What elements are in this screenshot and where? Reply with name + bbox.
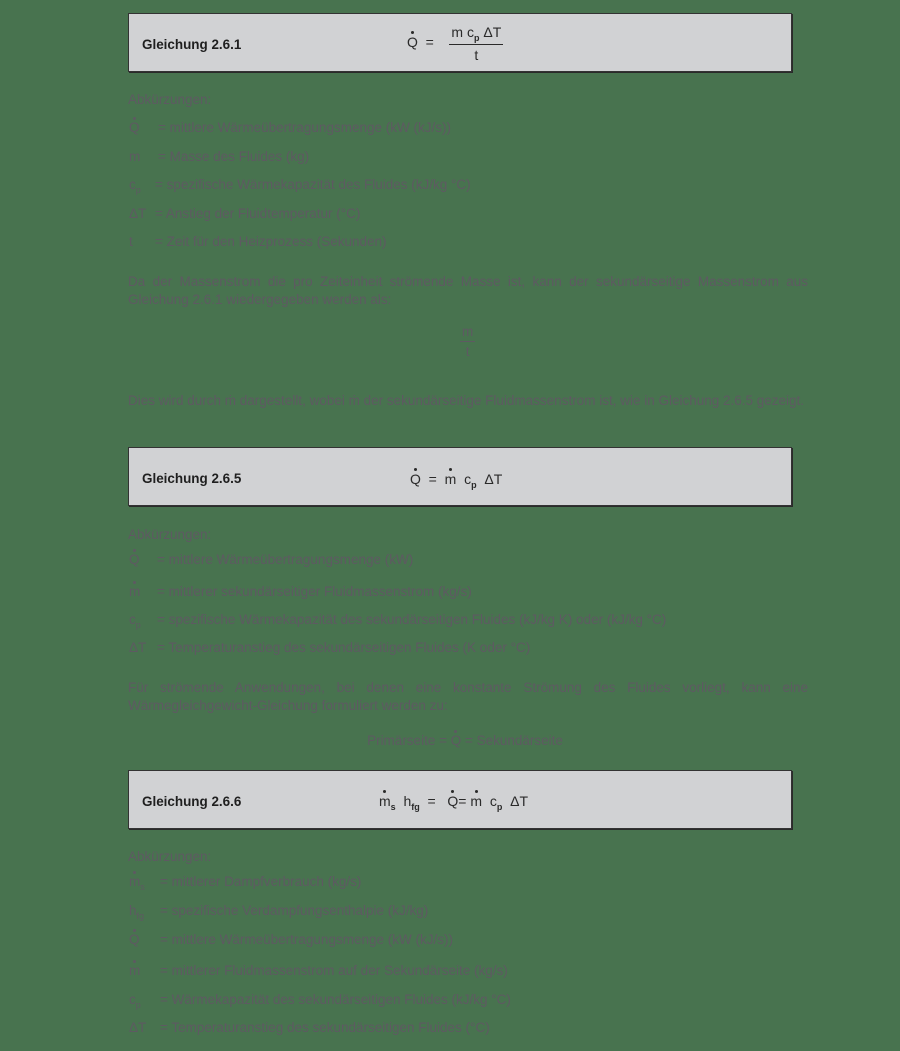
delta-t-symbol: ΔT [484,471,503,487]
q-dot-symbol: Q [450,733,462,748]
mass-flow-fraction [460,324,475,359]
abbreviations-heading: Abkürzungen: [128,92,212,107]
p-subscript: p [496,802,503,812]
denominator: t [474,47,479,63]
p-subscript: p [473,33,480,43]
cp-symbol [129,177,141,195]
m-dot-symbol: m [129,963,141,978]
q-dot-symbol: Q [447,793,459,809]
s-subscript: s [390,802,396,812]
q-dot-symbol: Q [410,471,421,487]
equation-formula [407,24,503,63]
definition-text: = mittlere Wärmeübertragungsmenge (kW (kJ/s)) [160,932,453,947]
heat-balance-equation [0,733,900,748]
m-dot-symbol: m [470,793,483,809]
numerator [449,24,503,45]
definition-text: = spezifische Wärmekapazität des Fluides (kJ/kg °C) [155,177,471,192]
delta-t-symbol: ΔT [129,206,147,221]
numerator: m [460,324,475,342]
definition-text: = Anstieg der Fluidtemperatur (°C) [155,206,361,221]
m-dot-symbol: m [444,471,457,487]
ms-dot-symbol [129,874,145,892]
definition-text: = Wärmekapazität des sekundärseitigen Fluides (kJ/kg °C) [160,992,511,1007]
denominator: t [465,344,470,359]
abbreviations-heading: Abkürzungen: [128,527,212,542]
h-symbol: h [403,793,412,809]
equals-sign: = [458,793,467,809]
definition-text: = Masse des Fluides (kg) [158,149,310,164]
definition-text: = Zeit für den Heizprozess (Sekunden) [155,234,387,249]
equation-formula [410,471,502,490]
delta-t-symbol: ΔT [510,793,529,809]
s-subscript: s [140,882,145,892]
m-dot-symbol: m [379,793,391,809]
m-dot-symbol: m [129,874,141,889]
paragraph-mass-flow: Da der Massenstrom die pro Zeiteinheit strömende Masse ist, kann der sekundärseitige Massenstrom aus Gleichung 2.6.1 wiedergegeben werden als: [128,274,808,307]
c-symbol: c [466,24,474,40]
paragraph-mass-flow-rate: Dies wird durch ṁ dargestellt, wobei ṁ der sekundärseitige Fluidmassenstrom ist, wie in Gleichung 2.6.5 gezeigt. [128,393,805,408]
c-symbol: c [129,612,136,627]
hfg-symbol [129,903,144,921]
p-subscript: p [135,1000,141,1010]
fg-subscript: fg [411,802,420,812]
p-subscript: p [135,620,141,630]
cp-symbol [129,992,141,1010]
equation-box-2-6-1 [128,13,792,72]
secondary-side-text: = Sekundärseite [461,733,563,748]
delta-t-symbol: ΔT [483,24,502,40]
definition-text: = spezifische Wärmekapazität des sekundärseitigen Fluides (kJ/kg K) oder (kJ/kg °C) [157,612,667,627]
m-symbol: m [129,149,141,164]
cp-symbol [129,612,141,630]
definition-text: = Temperaturanstieg des sekundärseitigen Fluides (K oder °C) [157,640,531,655]
p-subscript: p [471,480,477,490]
q-dot-symbol: Q [129,932,140,947]
fg-subscript: fg [136,911,145,921]
equation-label: Gleichung 2.6.6 [142,793,242,809]
paragraph-heat-balance: Für strömende Anwendungen, bei denen eine konstante Strömung des Fluides vorliegt, kann eine Wärmegleichgewicht-Gleichung formuliert werden zu: [128,680,808,713]
h-symbol: h [129,903,137,918]
t-symbol: t [129,234,133,249]
q-dot-symbol: Q [129,120,140,135]
equation-box-2-6-6 [128,770,792,829]
c-symbol: c [129,177,136,192]
q-dot-symbol: Q [129,552,140,567]
fraction [449,24,503,63]
equals-sign: = [428,471,437,487]
definition-text: = mittlere Wärmeübertragungsmenge (kW) [157,552,414,567]
c-symbol: c [489,793,497,809]
equation-label: Gleichung 2.6.1 [142,36,242,52]
c-symbol: c [464,471,472,487]
primary-side-text: Primärseite = [367,733,451,748]
abbreviations-heading: Abkürzungen: [128,849,212,864]
definition-text: = mittlere Wärmeübertragungsmenge (kW (kJ/s)) [158,120,451,135]
m-symbol: m [451,24,464,40]
p-subscript: p [135,185,141,195]
q-dot-symbol: Q [407,34,418,51]
definition-text: = mittlerer Dampfverbrauch (kg/s) [160,874,362,889]
m-dot-symbol: m [129,584,141,599]
delta-t-symbol: ΔT [129,640,147,655]
delta-t-symbol: ΔT [129,1020,147,1035]
equation-box-2-6-5 [128,447,792,506]
c-symbol: c [129,992,136,1007]
definition-text: = mittlerer sekundärseitiger Fluidmassenstrom (kg/s) [157,584,472,599]
definition-text: = mittlerer Fluidmassenstrom auf der Sekundärseite (kg/s) [160,963,508,978]
equation-formula [379,793,528,812]
definition-text: = Temperaturanstieg des sekundärseitigen Fluides (°C) [160,1020,490,1035]
equals-sign: = [427,793,436,809]
definition-text: = spezifische Verdampfungsenthalpie (kJ/kg) [160,903,429,918]
equation-label: Gleichung 2.6.5 [142,470,242,486]
equals-sign: = [425,34,434,51]
